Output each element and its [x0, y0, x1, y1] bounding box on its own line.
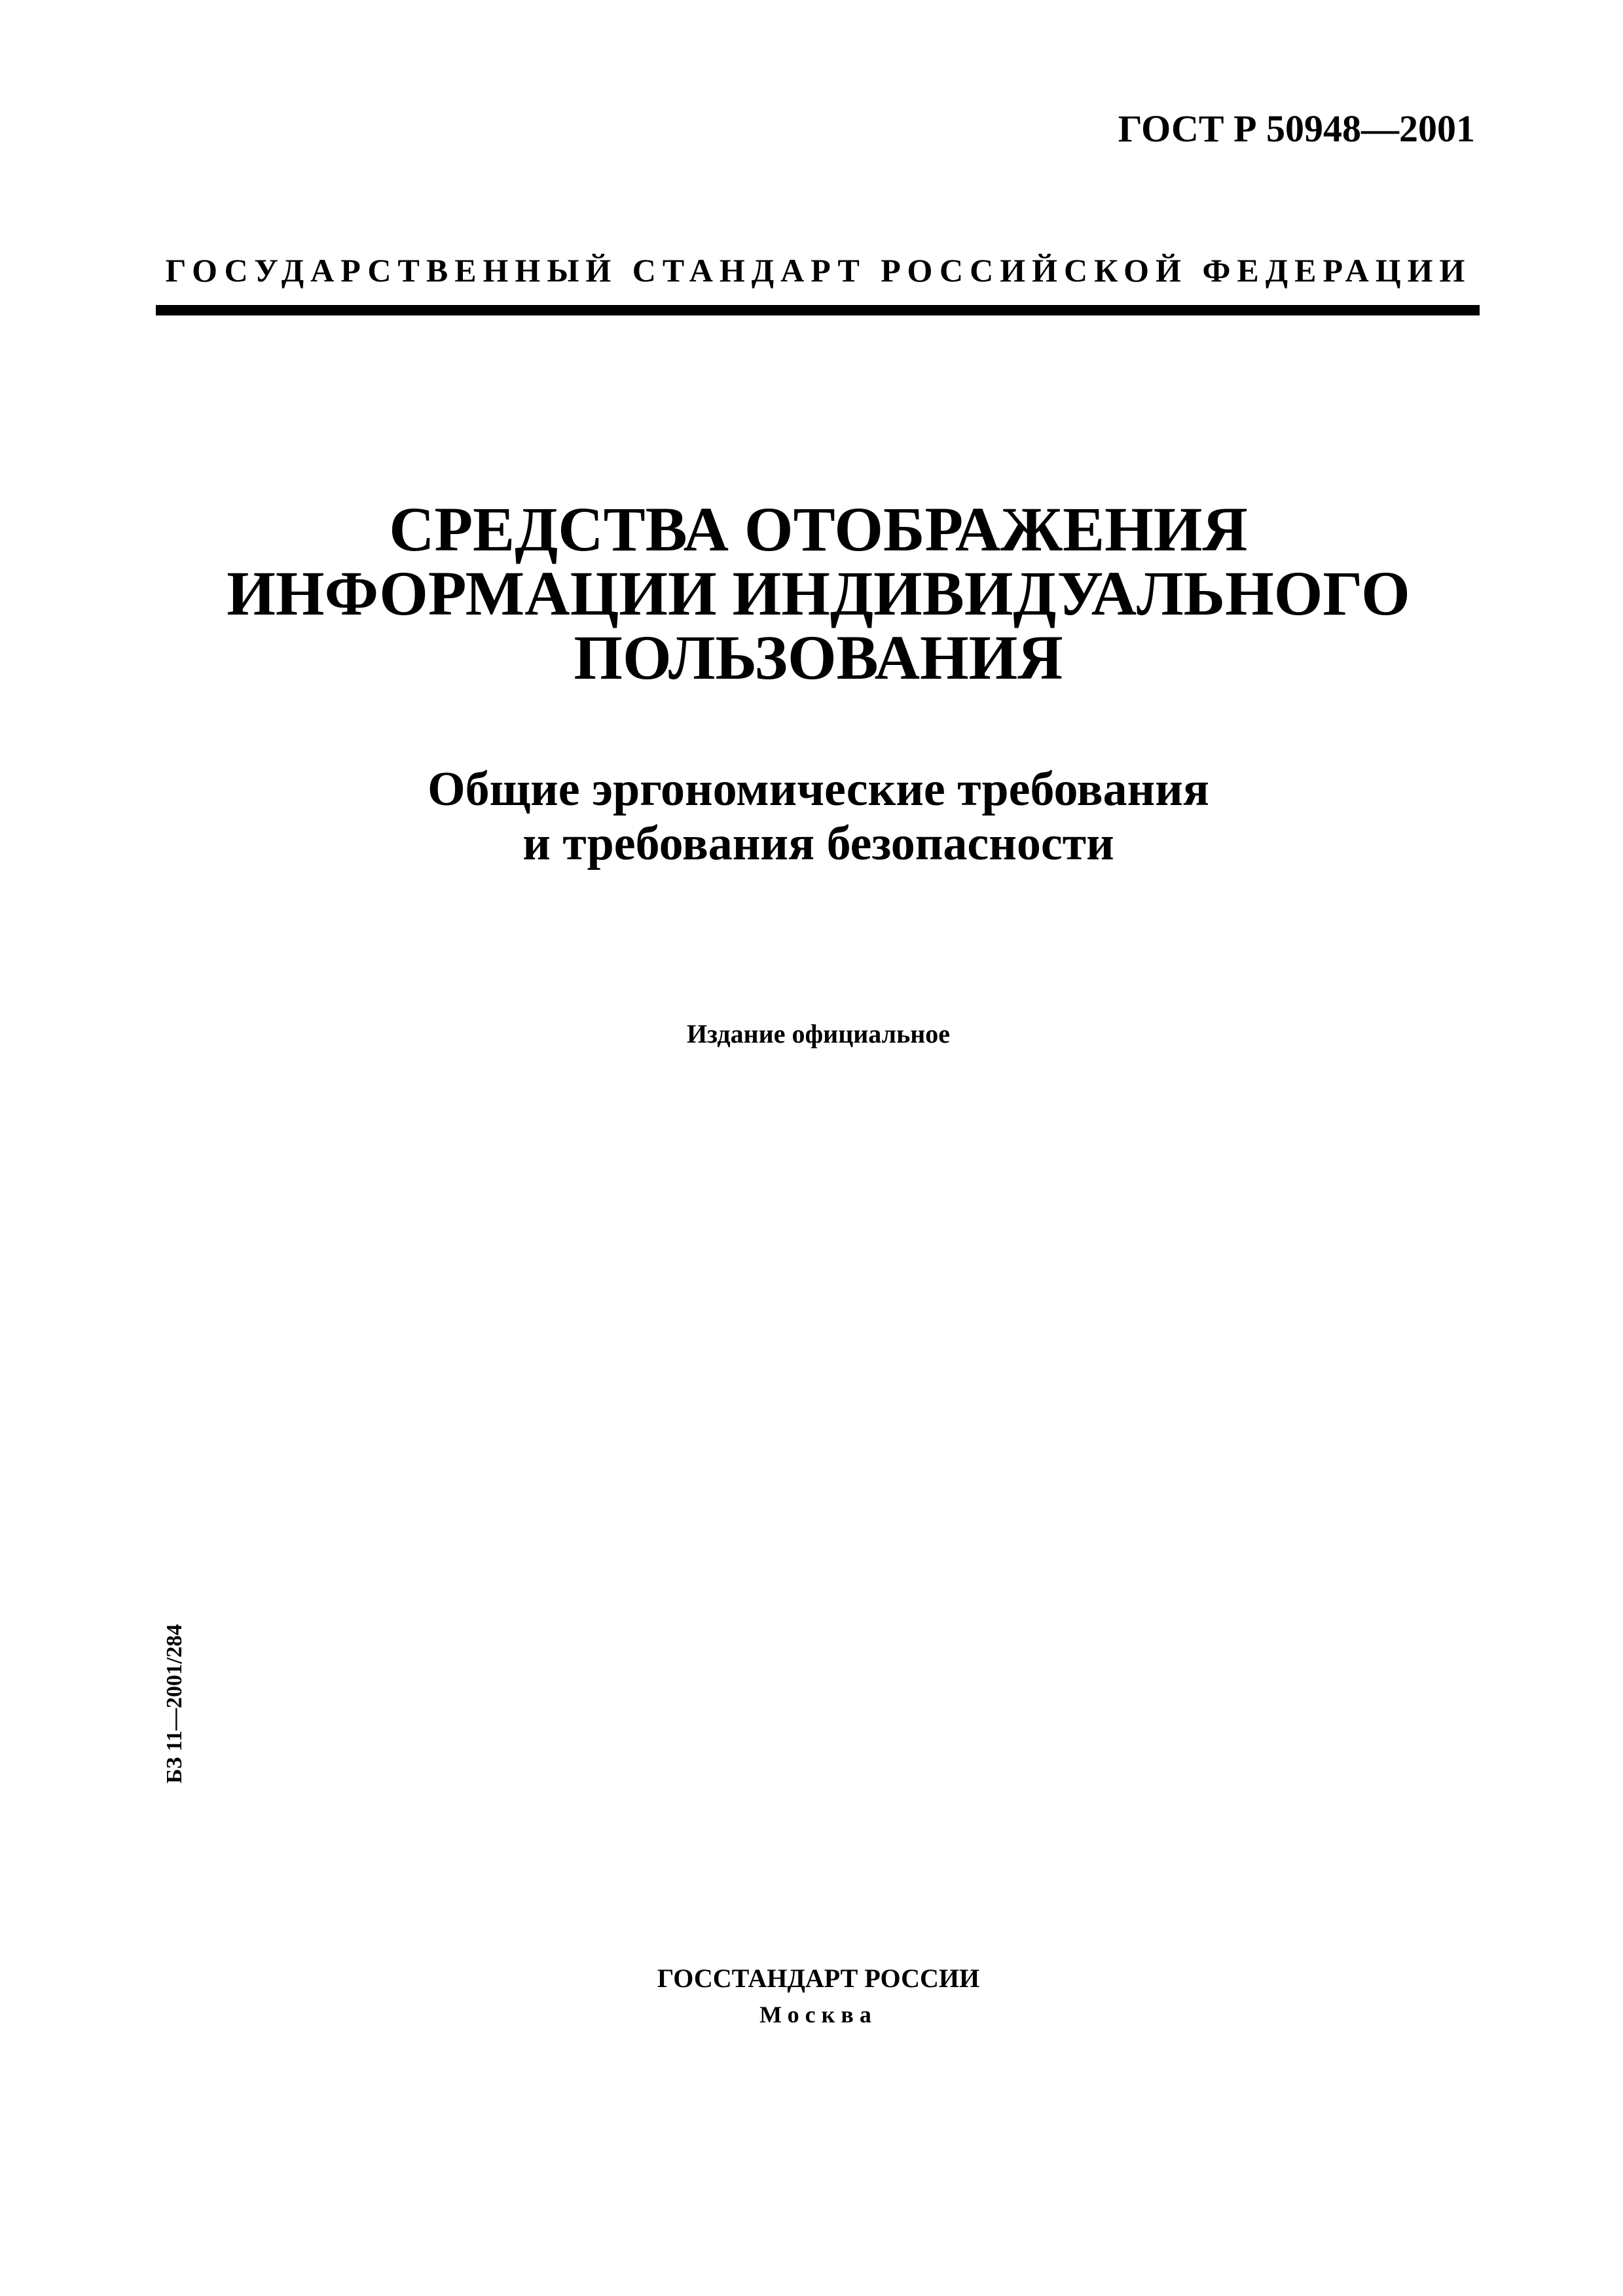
subtitle-line-2: и требования безопасности [522, 816, 1114, 870]
publisher-city: Москва [759, 2001, 877, 2028]
side-catalog-code: БЗ 11—2001/284 [162, 1624, 187, 1784]
edition-label: Издание официальное [686, 1019, 951, 1049]
title-line-1: СРЕДСТВА ОТОБРАЖЕНИЯ [389, 494, 1248, 564]
title-line-2: ИНФОРМАЦИИ ИНДИВИДУАЛЬНОГО [227, 558, 1410, 628]
title-line-3: ПОЛЬЗОВАНИЯ [574, 622, 1063, 692]
standard-number: ГОСТ Р 50948—2001 [1118, 107, 1475, 150]
document-title [157, 494, 1480, 692]
publisher-name: ГОССТАНДАРТ РОССИИ [657, 1964, 980, 1993]
subtitle-line-1: Общие эргономические требования [428, 762, 1209, 816]
document-subtitle [157, 762, 1480, 871]
standard-type-header: ГОСУДАРСТВЕННЫЙ СТАНДАРТ РОССИЙСКОЙ ФЕДЕРАЦИИ [165, 252, 1472, 289]
header-rule [156, 305, 1480, 315]
